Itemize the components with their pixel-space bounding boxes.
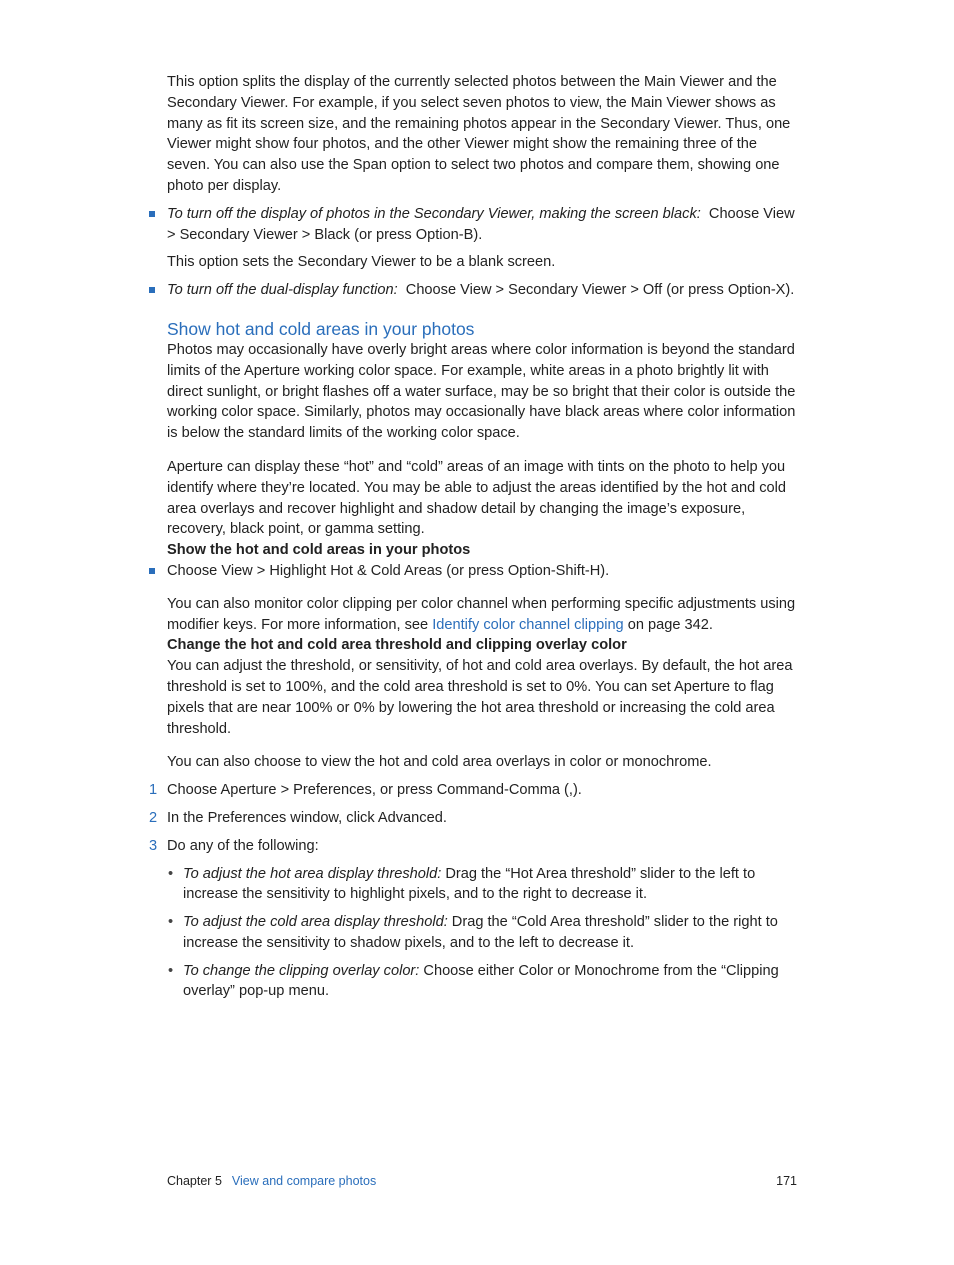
bullet-text: Choose View > Highlight Hot & Cold Areas (or press Option-Shift-H). [167, 562, 610, 579]
step-item [149, 780, 797, 801]
bullet-item-highlight-areas [167, 561, 797, 582]
footer-chapter-title-link[interactable]: View and compare photos [231, 1174, 377, 1188]
step-text: Choose Aperture > Preferences, or press Command-Comma (,). [167, 782, 582, 799]
square-bullet-icon [149, 568, 155, 574]
sub-item-hot-threshold [168, 864, 797, 906]
sub-item-lead: To adjust the hot area display threshold: [183, 865, 442, 882]
section-paragraph-2: Aperture can display these “hot” and “cold” areas of an image with tints on the photo to help you identify where they’re located. You may be able to adjust the areas identified by the hot and cold area overlays and recover highlight and shadow detail by changing the image’s exposure, recovery, black point, or gamma setting. [167, 458, 787, 538]
step-number: 3 [149, 837, 158, 854]
clipping-paragraph: You can also monitor color clipping per color channel when performing specific adjustments using modifier keys. For more information, see Identify color channel clipping on page 342. [167, 595, 796, 633]
overlay-color-paragraph: You can also choose to view the hot and cold area overlays in color or monochrome. [167, 754, 712, 771]
step-number: 2 [149, 809, 158, 826]
section-heading: Show hot and cold areas in your photos [167, 318, 475, 339]
sub-item-text: Choose either Color or Monochrome from the “Clipping overlay” pop-up menu. [183, 962, 779, 1000]
intro-paragraph: This option splits the display of the currently selected photos between the Main Viewer and the Secondary Viewer. For example, if you select seven photos to view, the Main Viewer shows as many as fit its screen size, and the remaining photos appear in the Secondary Viewer. Thus, one Viewer might show four photos, and the other Viewer might show the remaining three of the seven. You can also use the Span option to select two photos and compare them, showing one photo per display. [167, 74, 791, 194]
section-paragraph-1: Photos may occasionally have overly bright areas where color information is beyond the standard limits of the Aperture working color space. For example, white areas in a photo brightly lit with direct sunlight, or bright flashes off a water surface, may be so bright that their color is outside the working color space. Similarly, photos may occasionally have black areas where color information is below the standard limits of the working color space. [167, 341, 796, 442]
bullet-item-dual-display-off [167, 280, 797, 301]
dot-bullet-icon: • [168, 962, 174, 979]
step-text: Do any of the following: [167, 837, 319, 854]
sub-item-lead: To adjust the cold area display threshold: [183, 914, 448, 931]
threshold-paragraph: You can adjust the threshold, or sensitivity, of hot and cold area overlays. By default, the hot area threshold is set to 100%, and the cold area threshold is set to 0%. You can set Aperture to flag pixels that are near 100% or 0% by lowering the hot area threshold or increasing the cold area threshold. [167, 658, 793, 737]
sub-item-text: Drag the “Hot Area threshold” slider to the left to increase the sensitivity to highlight pixels, and to the right to decrease it. [183, 865, 756, 903]
sub-item-cold-threshold [168, 912, 797, 954]
identify-clipping-link[interactable]: Identify color channel clipping [432, 616, 624, 633]
square-bullet-icon [149, 211, 155, 217]
step-item [149, 836, 797, 857]
blank-screen-note: This option sets the Secondary Viewer to be a blank screen. [167, 254, 556, 271]
square-bullet-icon [149, 287, 155, 293]
dot-bullet-icon: • [168, 865, 174, 882]
sub-item-lead: To change the clipping overlay color: [183, 962, 420, 979]
task-heading-show-areas: Show the hot and cold areas in your photos [167, 542, 471, 559]
bullet-item-black-screen [167, 204, 797, 246]
sub-item-text: Drag the “Cold Area threshold” slider to the right to increase the sensitivity to shadow pixels, and to the left to decrease it. [183, 914, 778, 951]
page-content [149, 72, 797, 1002]
step-item [149, 808, 797, 829]
bullet-lead: To turn off the display of photos in the Secondary Viewer, making the screen black: [167, 205, 701, 222]
task-heading-threshold: Change the hot and cold area threshold and clipping overlay color [167, 637, 627, 654]
step-text: In the Preferences window, click Advanced. [167, 809, 447, 826]
page-footer [167, 1172, 797, 1190]
bullet-text: Choose View > Secondary Viewer > Black (or press Option-B). [167, 205, 795, 243]
footer-page-number: 171 [776, 1174, 797, 1188]
bullet-text: Choose View > Secondary Viewer > Off (or press Option-X). [405, 282, 795, 299]
bullet-lead: To turn off the dual-display function: [167, 282, 398, 299]
footer-chapter: Chapter 5 [167, 1174, 222, 1188]
sub-item-overlay-color [168, 961, 797, 1003]
dot-bullet-icon: • [168, 914, 174, 931]
step-number: 1 [149, 782, 158, 799]
